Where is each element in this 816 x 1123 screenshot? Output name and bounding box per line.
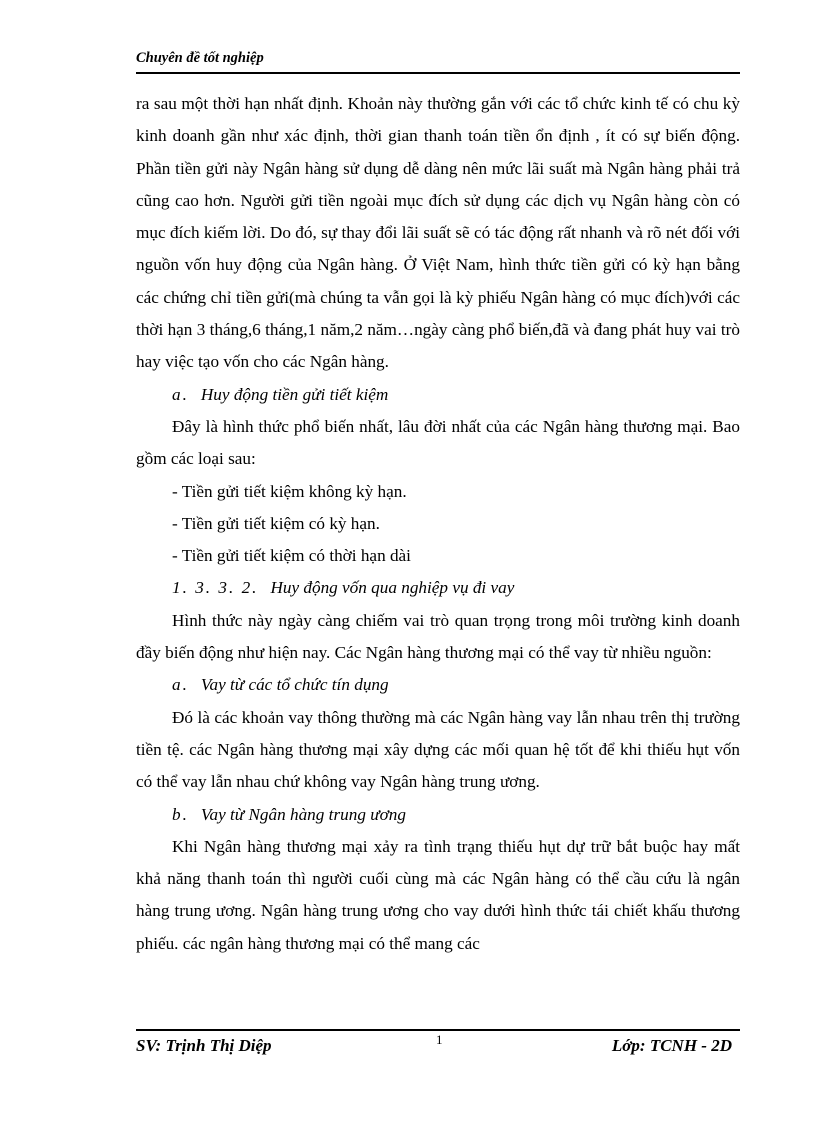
heading-number: 1. 3. 3. 2. [172, 578, 259, 598]
paragraph-2: Đây là hình thức phổ biến nhất, lâu đời nhất của các Ngân hàng thương mại. Bao gồm các loại sau: [136, 416, 740, 469]
heading-text: Huy động tiền gửi tiết kiệm [200, 384, 389, 404]
heading-number: b. [172, 804, 189, 824]
paragraph-4: Đó là các khoản vay thông thường mà các Ngân hàng vay lẫn nhau trên thị trường tiền tệ. các Ngân hàng thương mại xây dựng các mối quan hệ tốt để khi thiếu hụt vốn có thể vay lẫn nhau chứ không vay Ngân hàng trung ương. [136, 707, 740, 792]
paragraph-5: Khi Ngân hàng thương mại xảy ra tình trạng thiếu hụt dự trữ bắt buộc hay mất khả năng thanh toán thì người cuối cùng mà các Ngân hàng có thể cầu cứu là ngân hàng trung ương. Ngân hàng trung ương cho vay dưới hình thức tái chiết khấu thương phiếu. các ngân hàng thương mại có thể mang các [136, 836, 740, 953]
heading-text: Vay từ Ngân hàng trung ương [200, 804, 406, 824]
footer-class: Lớp: TCNH - 2D [611, 1036, 732, 1055]
heading-a-credit-institutions [136, 669, 740, 701]
header-title: Chuyên đề tốt nghiệp [136, 50, 264, 66]
list-item: - Tiền gửi tiết kiệm không kỳ hạn. [172, 481, 407, 501]
header-rule [136, 72, 740, 74]
heading-1-3-3-2 [136, 572, 740, 604]
footer-student-name: SV: Trịnh Thị Diệp [136, 1036, 272, 1055]
heading-text: Vay từ các tổ chức tín dụng [200, 675, 389, 695]
heading-number: a. [172, 675, 189, 695]
page-number: 1 [436, 1032, 443, 1047]
paragraph-3: Hình thức này ngày càng chiếm vai trò quan trọng trong môi trường kinh doanh đầy biến động như hiện nay. Các Ngân hàng thương mại có thể vay từ nhiều nguồn: [136, 610, 740, 663]
heading-text: Huy động vốn qua nghiệp vụ đi vay [270, 578, 515, 598]
heading-a-savings [136, 379, 740, 411]
footer-rule [136, 1029, 740, 1031]
heading-b-central-bank [136, 799, 740, 831]
paragraph-1: ra sau một thời hạn nhất định. Khoản này thường gắn với các tổ chức kinh tế có chu kỳ kinh doanh gần như xác định, thời gian thanh toán tiền ổn định , ít có sự biến động. Phần tiền gửi này Ngân hàng sử dụng dễ dàng nên mức lãi suất mà Ngân hàng phải trả cũng cao hơn. Người gửi tiền ngoài mục đích sử dụng các dịch vụ Ngân hàng còn có mục đích kiếm lời. Do đó, sự thay đổi lãi suất sẽ có tác động rất nhanh và rõ nét đối với nguồn vốn huy động của Ngân hàng. Ở Việt Nam, hình thức tiền gửi có kỳ hạn bằng các chứng chỉ tiền gửi(mà chúng ta vẫn gọi là kỳ phiếu Ngân hàng có mục đích)với các thời hạn 3 tháng,6 tháng,1 năm,2 năm…ngày càng phổ biến,đã và đang phát huy vai trò hay việc tạo vốn cho các Ngân hàng. [136, 94, 740, 372]
list-item: - Tiền gửi tiết kiệm có thời hạn dài [172, 546, 411, 566]
document-body [136, 88, 740, 960]
list-item: - Tiền gửi tiết kiệm có kỳ hạn. [172, 513, 380, 533]
heading-number: a. [172, 384, 189, 404]
